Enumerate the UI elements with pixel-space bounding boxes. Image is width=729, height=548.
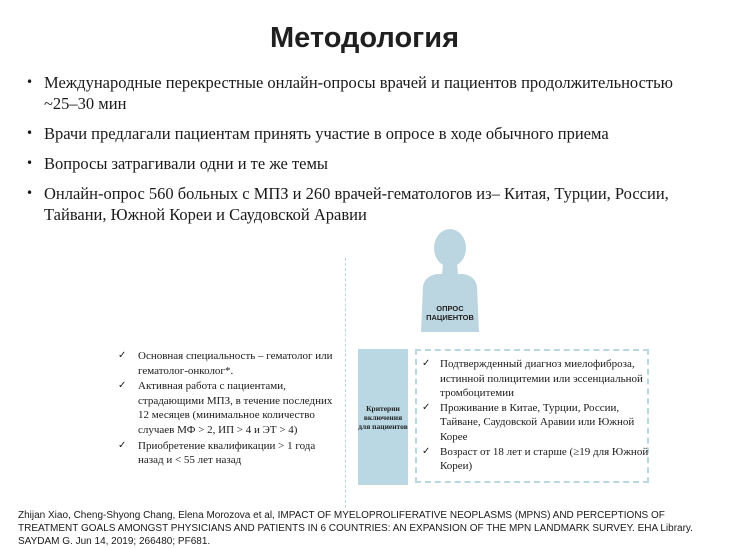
bullet-text: Онлайн-опрос 560 больных с МПЗ и 260 врачей-гематологов из– Китая, Турции, России, Тайвани, Южной Кореи и Саудовской Аравии xyxy=(44,184,669,224)
inclusion-criteria-label: Критерии включения для пациентов xyxy=(358,403,408,431)
checkmark-icon: ✓ xyxy=(422,445,431,457)
checkmark-icon: ✓ xyxy=(118,439,127,451)
physician-criteria-item xyxy=(118,379,340,437)
bullet-item xyxy=(26,72,706,114)
checkmark-icon: ✓ xyxy=(422,401,431,413)
bullet-item xyxy=(26,153,706,174)
bullet-dot-icon: • xyxy=(26,126,34,140)
checkmark-icon: ✓ xyxy=(422,358,431,369)
reference-citation: Zhijan Xiao, Cheng-Shyong Chang, Elena Morozova et al, IMPACT OF MYELOPROLIFERATIVE NEOPLASMS (MPNS) AND PERCEPTIONS OF TREATMENT GOALS AMONGST PHYSICIANS AND PATIENTS IN 6 COUNTRIES: AN EXPANSION OF THE MPN LANDMARK SURVEY. EHA Library. SAYDAM G. Jun 14, 2019; 266480; PF681. xyxy=(18,510,693,547)
inclusion-criteria-box xyxy=(358,349,408,485)
patient-criteria-text: Проживание в Китае, Турции, России, Тайване, Саудовской Аравии или Южной Корее xyxy=(440,401,635,443)
bullet-dot-icon: • xyxy=(26,186,34,200)
bullet-item xyxy=(26,183,706,225)
physician-criteria-text: Активная работа с пациентами, страдающими МПЗ, в течение последних 12 месяцев (минимальное количество случаев МФ > 2, ИП > 4 и ЭТ > 4) xyxy=(138,380,333,436)
bullet-text: Международные перекрестные онлайн-опросы врачей и пациентов продолжительностью ~25–30 мин xyxy=(44,73,673,113)
checkmark-icon: ✓ xyxy=(118,350,127,361)
bullet-dot-icon: • xyxy=(26,156,34,170)
patient-criteria-text: Подтвержденный диагноз миелофиброза, истинной полицитемии или эссенциальной тромбоцитемии xyxy=(440,358,643,400)
physician-criteria-list xyxy=(118,349,340,469)
physician-criteria-item xyxy=(118,349,340,378)
vertical-divider xyxy=(345,258,346,508)
bullet-text: Врачи предлагали пациентам принять участие в опросе в ходе обычного приема xyxy=(44,124,609,143)
bullet-dot-icon: • xyxy=(26,75,34,89)
checkmark-icon: ✓ xyxy=(118,380,127,392)
patient-criteria-list xyxy=(422,357,650,474)
patient-criteria-item xyxy=(422,401,650,445)
methodology-bullets xyxy=(26,72,706,234)
patient-survey-label: ОПРОС ПАЦИЕНТОВ xyxy=(426,304,474,322)
bullet-text: Вопросы затрагивали одни и те же темы xyxy=(44,154,329,173)
slide-title: Методология xyxy=(269,22,460,54)
patient-criteria-item xyxy=(422,357,650,401)
physician-criteria-text: Приобретение квалификации > 1 года назад и < 55 лет назад xyxy=(138,439,316,467)
physician-criteria-text: Основная специальность – гематолог или гематолог-онколог*. xyxy=(138,350,333,377)
physician-criteria-item xyxy=(118,439,340,468)
patient-criteria-text: Возраст от 18 лет и старше (≥19 для Южной Кореи) xyxy=(440,445,649,473)
patient-criteria-item xyxy=(422,445,650,474)
bullet-item xyxy=(26,123,706,144)
